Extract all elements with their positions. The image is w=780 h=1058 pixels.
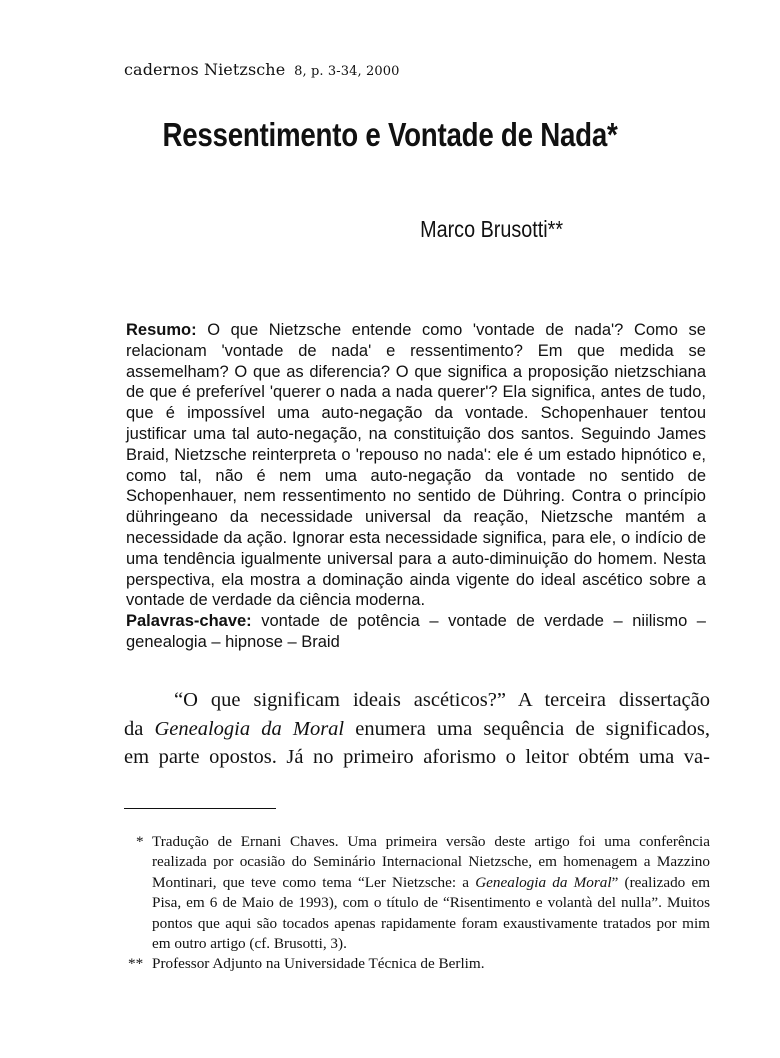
body-paragraph: [124, 686, 710, 772]
running-head: [124, 60, 399, 79]
keywords: [126, 611, 706, 653]
footnote-2-text: Professor Adjunto na Universidade Técnica de Berlim.: [152, 955, 485, 973]
body-line-2: [124, 715, 710, 744]
article-title: Ressentimento e Vontade de Nada*: [162, 116, 618, 153]
footnote-1-italic: Genealogia da Moral: [475, 873, 612, 891]
abstract: [126, 320, 706, 653]
footnote-2-mark: **: [128, 955, 144, 973]
abstract-text: O que Nietzsche entende como 'vontade de nada'? Como se relacionam 'vontade de nada' e ressentimento? Em que medida se assemelham? O que as diferencia? O que significa a proposição nietzschiana de que é preferível 'querer o nada a nada querer'? Ela significa, antes de tudo, que é impossível uma auto-negação da vontade. Schopenhauer tentou justificar uma tal auto-negação, na constituição dos santos. Seguindo James Braid, Nietzsche reinterpreta o 'repouso no nada': ele é um estado hipnótico e, como tal, não é nem uma auto-negação da vontade no sentido de Schopenhauer, nem ressentimento no sentido de Dühring. Contra o princípio dühringeano da necessidade universal da reação, Nietzsche mantém a necessidade da ação. Ignorar esta necessidade significa, para ele, o indício de uma tendência igualmente universal para a auto-diminuição do homem. Nesta perspectiva, ela mostra a dominação ainda vigente do ideal ascético sobre a vontade de verdade da ciência moderna.: [126, 321, 706, 610]
footnote-2: [124, 954, 710, 974]
abstract-label: Resumo:: [126, 321, 197, 339]
journal-name: cadernos Nietzsche: [124, 60, 286, 79]
footnote-1-text-b: ” (realizado em Pisa, em 6 de Maio de 1993), com o título de “Risentimento e volantà del nulla”. Muitos pontos que aqui são tocados apenas rapidamente foram exaustivamente tratados por mim em outro artigo (cf. Brusotti, 3).: [152, 873, 711, 953]
footnote-1-text-a: Tradução de Ernani Chaves. Uma primeira versão deste artigo foi uma conferência realizada por ocasião do Seminário Internacional Nietzsche, em homenagem a Mazzino Montinari, que teve como tema “Ler Nietzsche: a: [152, 833, 710, 891]
body-line-2-start: da: [124, 717, 144, 740]
body-line-1: “O que significam ideais ascéticos?” A terceira dissertação: [174, 689, 710, 711]
footnotes: [124, 832, 710, 975]
footnote-divider: [124, 808, 276, 809]
footnote-1-mark: *: [136, 833, 144, 850]
keywords-label: Palavras-chave:: [126, 612, 252, 631]
footnote-1: [124, 832, 710, 954]
body-line-3: em parte opostos. Já no primeiro aforismo o leitor obtém uma va-: [124, 746, 710, 768]
body-line-2-end: enumera uma sequência de significados,: [355, 717, 710, 740]
journal-citation: 8, p. 3-34, 2000: [294, 64, 400, 79]
abstract-summary: [126, 320, 706, 611]
book-title-reference: Genealogia da Moral: [154, 717, 345, 740]
keywords-text: vontade de potência – vontade de verdade – niilismo – genealogia – hipnose – Braid: [126, 612, 706, 651]
article-author: Marco Brusotti**: [420, 216, 564, 242]
